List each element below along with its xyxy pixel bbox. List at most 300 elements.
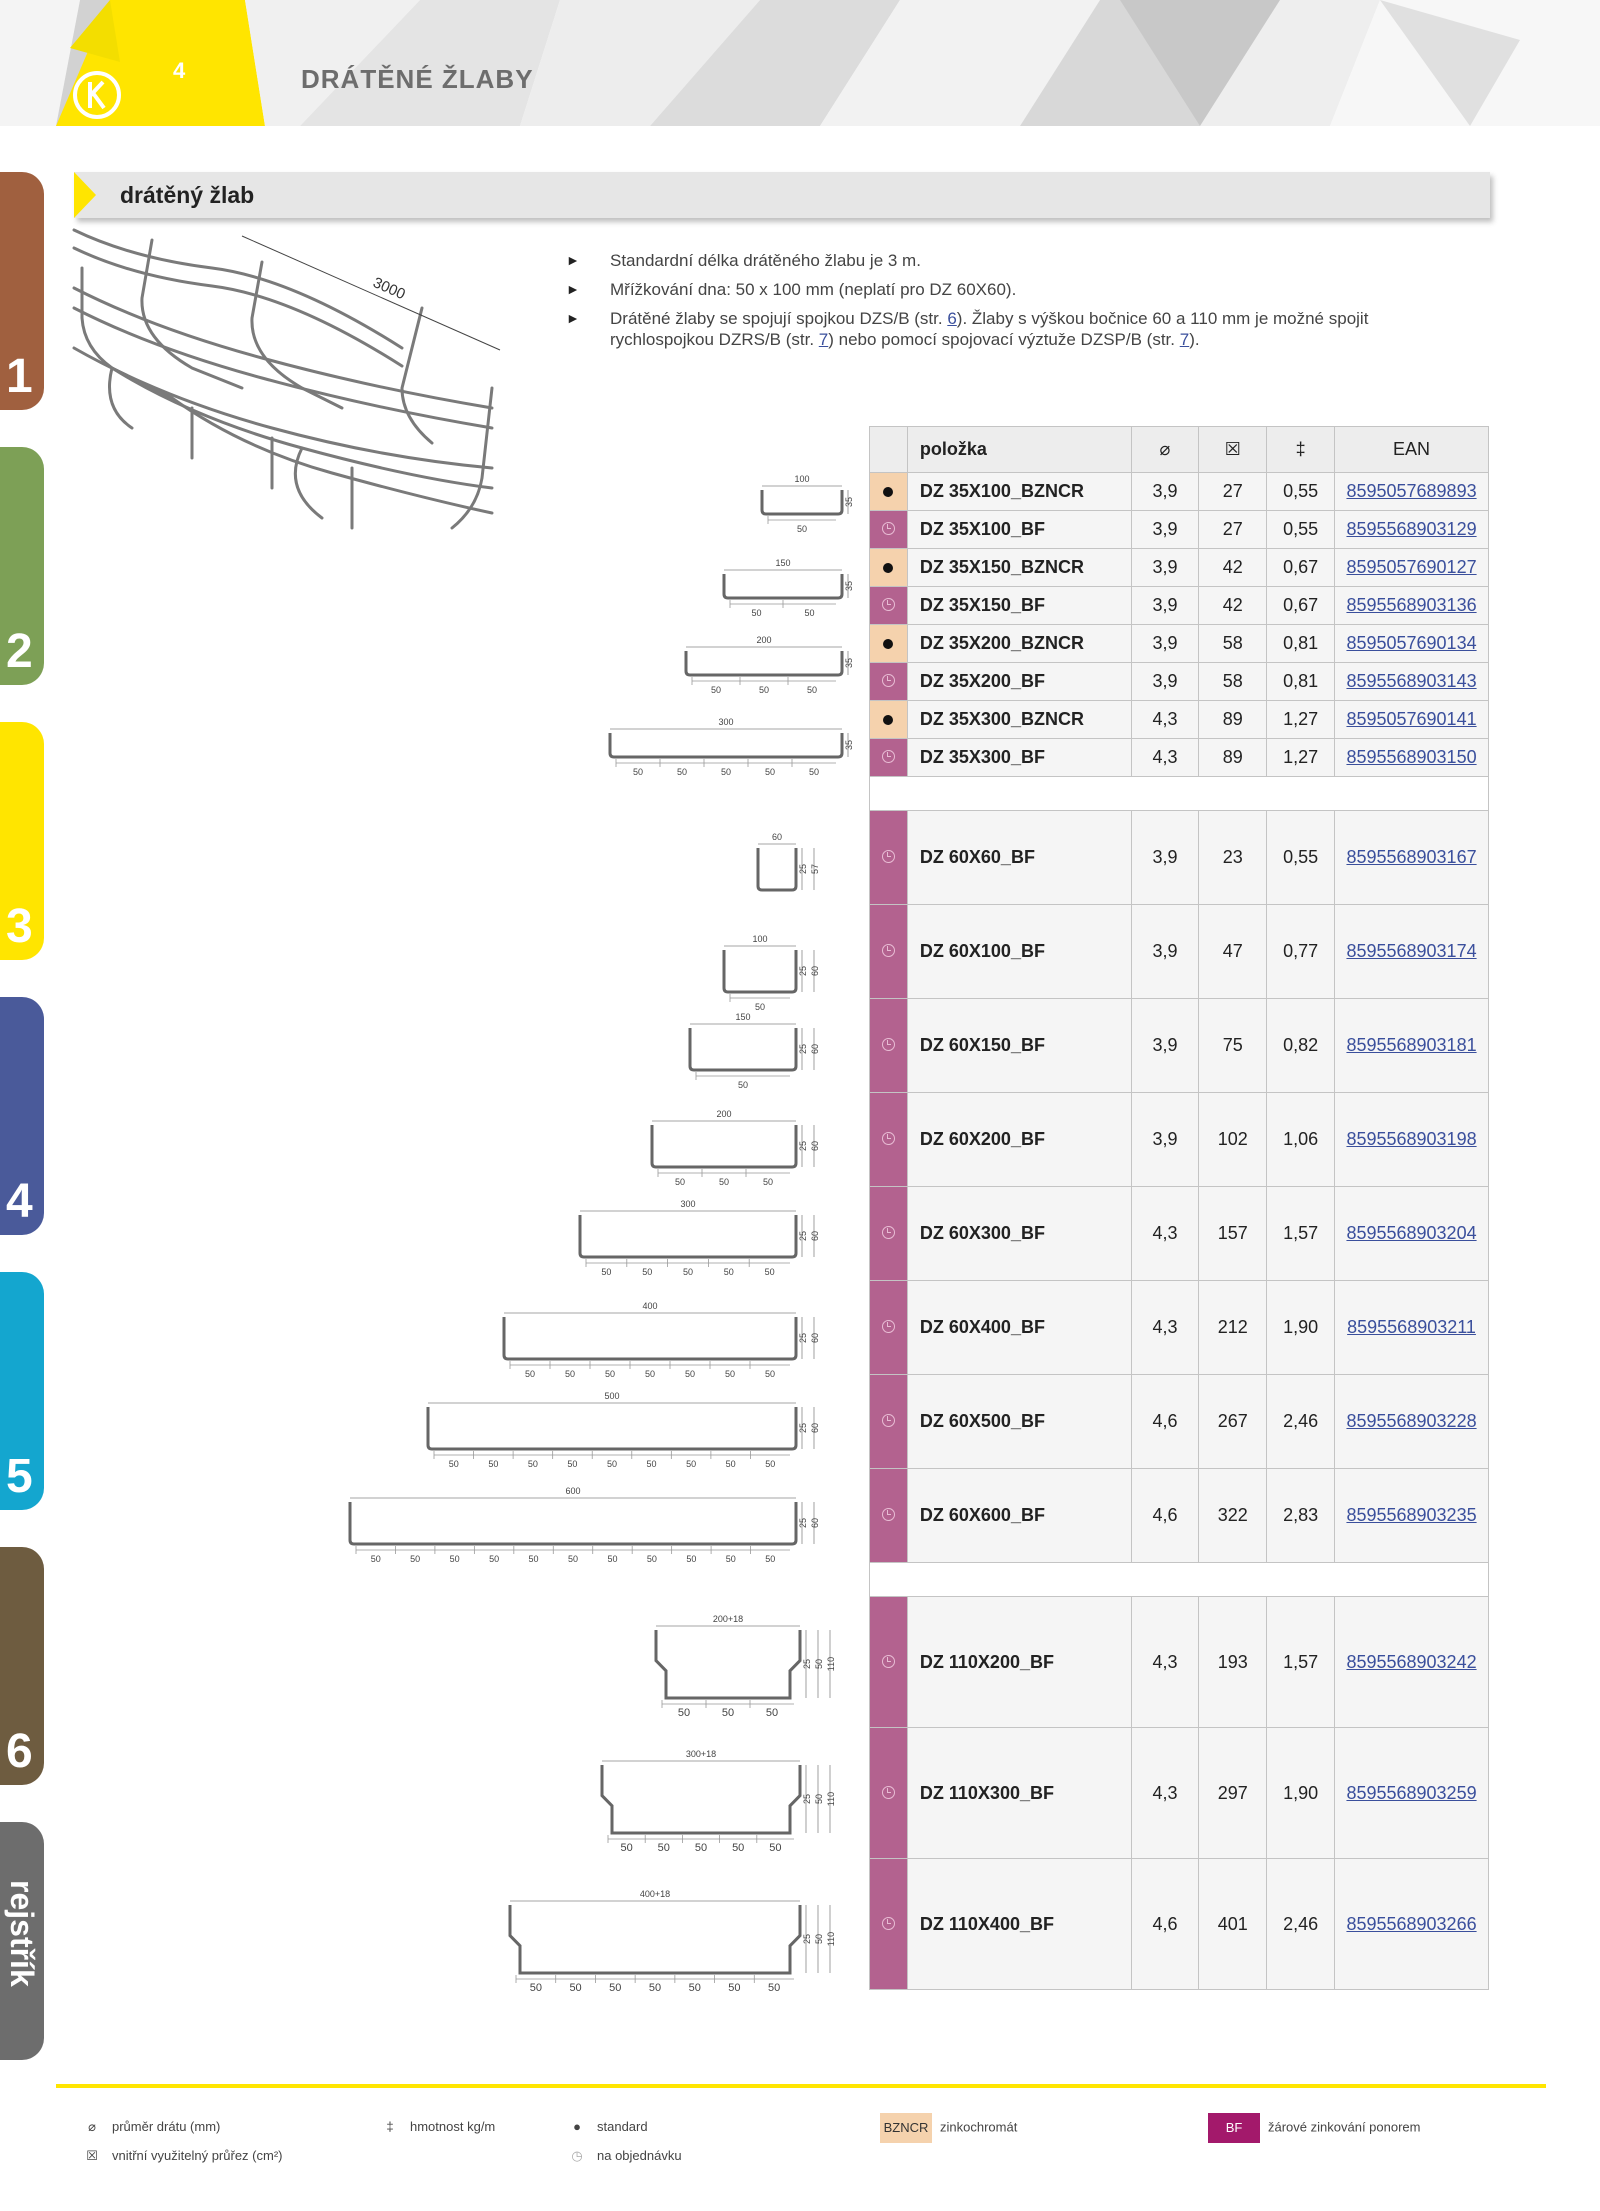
standard-dot-icon	[883, 715, 893, 725]
ean-link[interactable]: 8595568903235	[1346, 1505, 1477, 1525]
cell-label: 50	[567, 1554, 579, 1564]
item-name: DZ 60X150_BF	[907, 999, 1131, 1093]
height-label: 60	[810, 1517, 820, 1529]
cross-section-diagram	[428, 1391, 820, 1469]
clock-icon	[882, 598, 895, 611]
cell-label: 50	[804, 608, 815, 618]
weight: 0,77	[1267, 905, 1335, 999]
note-text: Standardní délka drátěného žlabu je 3 m.	[610, 251, 921, 270]
weight: 1,90	[1267, 1281, 1335, 1375]
clock-icon	[882, 850, 895, 863]
col-weight: ‡	[1267, 427, 1335, 473]
clock-icon	[882, 674, 895, 687]
availability-cell	[870, 473, 908, 511]
ean-link[interactable]: 8595057690127	[1346, 557, 1477, 577]
cross-section-diagram	[350, 1486, 820, 1564]
tray-profile	[428, 1407, 796, 1449]
usable-section: 27	[1199, 473, 1267, 511]
cell-label: 50	[682, 1267, 694, 1277]
width-label: 150	[775, 558, 791, 568]
bf-swatch: BF	[1208, 2113, 1260, 2143]
ean-cell	[1335, 1281, 1489, 1375]
item-name: DZ 35X150_BF	[907, 587, 1131, 625]
availability-cell	[870, 739, 908, 777]
cell-label: 50	[751, 608, 762, 618]
cell-label: 50	[529, 1982, 542, 1994]
legend-text: hmotnost kg/m	[410, 2119, 496, 2134]
cell-label: 50	[694, 1842, 708, 1854]
chapter-title: DRÁTĚNÉ ŽLABY	[301, 64, 534, 94]
clock-icon	[882, 944, 895, 957]
section-title: drátěný žlab	[120, 182, 255, 208]
wire-diameter: 4,3	[1131, 739, 1199, 777]
cell-label: 50	[564, 1369, 576, 1379]
table-row	[870, 1375, 1489, 1469]
weight: 1,27	[1267, 701, 1335, 739]
height-label: 25	[802, 1933, 812, 1945]
note-text: ).	[1189, 330, 1200, 349]
weight: 0,55	[1267, 811, 1335, 905]
cell-label: 50	[764, 767, 776, 777]
side-tab-label: 3	[6, 900, 33, 953]
item-name: DZ 110X300_BF	[907, 1728, 1131, 1859]
wire-diameter: 3,9	[1131, 511, 1199, 549]
usable-section: 42	[1199, 549, 1267, 587]
cell-label: 50	[528, 1554, 539, 1564]
height-label: 110	[826, 1656, 836, 1672]
tray-profile	[510, 1905, 800, 1973]
tray-profile	[350, 1502, 796, 1544]
item-name: DZ 110X200_BF	[907, 1597, 1131, 1728]
tray-profile	[656, 1630, 800, 1698]
cell-label: 50	[648, 1982, 662, 1994]
cross-section-diagram	[652, 1109, 820, 1187]
table-row	[870, 473, 1489, 511]
cell-label: 50	[604, 1369, 616, 1379]
item-name: DZ 60X60_BF	[907, 811, 1131, 905]
cell-label: 50	[688, 1982, 701, 1994]
item-name: DZ 60X200_BF	[907, 1093, 1131, 1187]
cell-label: 50	[607, 1554, 618, 1564]
table-row	[870, 999, 1489, 1093]
tray-profile	[610, 733, 842, 757]
item-name: DZ 60X500_BF	[907, 1375, 1131, 1469]
ean-link[interactable]: 8595568903211	[1347, 1317, 1476, 1337]
item-name: DZ 35X150_BZNCR	[907, 549, 1131, 587]
cell-label: 50	[489, 1554, 500, 1564]
ean-cell	[1335, 1093, 1489, 1187]
table-row	[870, 549, 1489, 587]
width-label: 60	[771, 832, 783, 842]
usable-section: 47	[1199, 905, 1267, 999]
clock-icon	[882, 1655, 895, 1668]
cross-section-diagram	[504, 1301, 820, 1379]
cell-label: 50	[769, 1842, 782, 1854]
cell-label: 50	[686, 1554, 697, 1564]
availability-cell	[870, 811, 908, 905]
height-label: 25	[798, 1230, 808, 1242]
table-row	[870, 905, 1489, 999]
ean-link[interactable]: 8595057690141	[1346, 709, 1477, 729]
availability-cell	[870, 587, 908, 625]
weight: 1,06	[1267, 1093, 1335, 1187]
cell-label: 50	[764, 1267, 775, 1277]
weight: 0,55	[1267, 473, 1335, 511]
table-row	[870, 811, 1489, 905]
page-number: 4	[173, 58, 186, 83]
availability-cell	[870, 549, 908, 587]
clock-icon	[882, 1226, 895, 1239]
col-diameter: ⌀	[1131, 427, 1199, 473]
ean-cell	[1335, 625, 1489, 663]
wire-diameter: 3,9	[1131, 1093, 1199, 1187]
cell-label: 50	[632, 767, 644, 777]
width-label: 200	[716, 1109, 732, 1119]
group-spacer	[870, 1563, 1489, 1597]
weight: 1,57	[1267, 1187, 1335, 1281]
cell-label: 50	[762, 1177, 774, 1187]
availability-cell	[870, 1375, 908, 1469]
item-name: DZ 35X100_BZNCR	[907, 473, 1131, 511]
tray-profile	[686, 651, 842, 675]
col-ean: EAN	[1335, 427, 1489, 473]
cell-label: 50	[718, 1177, 730, 1187]
wire-diameter: 3,9	[1131, 811, 1199, 905]
weight: 2,46	[1267, 1859, 1335, 1990]
legend-text: standard	[597, 2119, 648, 2134]
usable-section: 58	[1199, 663, 1267, 701]
height-label: 35	[844, 657, 854, 669]
cell-label: 50	[567, 1459, 578, 1469]
weight: 0,55	[1267, 511, 1335, 549]
legend-bzncr	[880, 2113, 1017, 2143]
legend-standard	[565, 2119, 648, 2134]
width-label: 600	[565, 1486, 581, 1496]
height-label: 50	[814, 1933, 824, 1945]
wire-diameter: 4,3	[1131, 1187, 1199, 1281]
note-text: ) nebo pomocí spojovací výztuže DZSP/B (str.	[828, 330, 1180, 349]
height-label: 60	[810, 1140, 820, 1152]
cross-section-diagram	[602, 1749, 836, 1854]
ean-link[interactable]: 8595568903167	[1346, 847, 1477, 867]
table-row	[870, 1469, 1489, 1563]
availability-cell	[870, 1469, 908, 1563]
table-header-row	[870, 427, 1489, 473]
ean-link[interactable]: 8595057690134	[1346, 633, 1477, 653]
weight: 0,82	[1267, 999, 1335, 1093]
clock-icon	[882, 1414, 895, 1427]
width-label: 400	[642, 1301, 658, 1311]
cell-label: 50	[674, 1177, 686, 1187]
ean-cell	[1335, 587, 1489, 625]
table-row	[870, 663, 1489, 701]
cell-label: 50	[765, 1459, 776, 1469]
usable-section: 102	[1199, 1093, 1267, 1187]
side-tab-label: 2	[6, 625, 33, 678]
width-label: 200+18	[712, 1614, 744, 1624]
ean-cell	[1335, 1375, 1489, 1469]
cell-label: 50	[410, 1554, 421, 1564]
legend-text: žárové zinkování ponorem	[1268, 2119, 1421, 2135]
item-name: DZ 60X400_BF	[907, 1281, 1131, 1375]
group-spacer	[870, 777, 1489, 811]
width-label: 100	[794, 474, 810, 484]
height-label: 110	[826, 1931, 836, 1947]
ean-link[interactable]: 8595568903150	[1346, 747, 1477, 767]
height-label: 60	[810, 1422, 820, 1434]
ean-cell	[1335, 473, 1489, 511]
ean-link[interactable]: 8595568903259	[1346, 1782, 1477, 1803]
ean-cell	[1335, 739, 1489, 777]
tray-profile	[724, 574, 842, 598]
clock-icon: ◷	[571, 2148, 583, 2163]
cell-label: 50	[721, 1707, 735, 1719]
ean-cell	[1335, 811, 1489, 905]
weight: 2,46	[1267, 1375, 1335, 1469]
ean-link[interactable]: 8595568903198	[1346, 1129, 1477, 1149]
ean-cell	[1335, 511, 1489, 549]
table-row	[870, 1597, 1489, 1728]
cell-label: 50	[796, 524, 808, 534]
page-link[interactable]: 6	[947, 309, 957, 328]
cell-label: 50	[676, 767, 688, 777]
cell-label: 50	[808, 767, 820, 777]
legend-text: zinkochromát	[940, 2119, 1018, 2135]
width-label: 200	[756, 635, 772, 645]
cell-label: 50	[642, 1267, 653, 1277]
cell-label: 50	[620, 1842, 633, 1854]
availability-cell	[870, 999, 908, 1093]
height-label: 25	[798, 1043, 808, 1055]
ean-cell	[1335, 701, 1489, 739]
ean-cell	[1335, 999, 1489, 1093]
usable-section: 58	[1199, 625, 1267, 663]
table-row	[870, 1859, 1489, 1990]
side-tab-label: 1	[6, 350, 33, 403]
note-text: Drátěné žlaby se spojují spojkou DZS/B (str.	[610, 309, 948, 328]
spacer-cell	[870, 777, 1489, 811]
legend-order	[565, 2148, 682, 2164]
page-link[interactable]: 7	[1179, 330, 1190, 349]
wire-diameter: 3,9	[1131, 999, 1199, 1093]
clock-icon	[882, 1132, 895, 1145]
cell-label: 50	[524, 1369, 536, 1379]
cell-label: 50	[448, 1459, 459, 1469]
diameter-icon: ⌀	[88, 2119, 96, 2134]
wire-diameter: 4,6	[1131, 1469, 1199, 1563]
table-row	[870, 1281, 1489, 1375]
ean-link[interactable]: 8595568903181	[1346, 1035, 1477, 1055]
cross-section-diagram	[686, 635, 854, 695]
section-icon: ☒	[86, 2148, 98, 2163]
cross-section-diagram	[690, 1012, 820, 1090]
availability-cell	[870, 663, 908, 701]
availability-cell	[870, 1859, 908, 1990]
tray-profile	[652, 1125, 796, 1167]
wire-diameter: 4,6	[1131, 1859, 1199, 1990]
cell-label: 50	[609, 1982, 622, 1994]
wire-diameter: 3,9	[1131, 587, 1199, 625]
cell-label: 50	[644, 1369, 656, 1379]
height-label: 60	[810, 1332, 820, 1344]
item-name: DZ 60X600_BF	[907, 1469, 1131, 1563]
legend-text: průměr drátu (mm)	[112, 2119, 221, 2134]
width-label: 100	[752, 934, 768, 944]
item-name: DZ 35X300_BF	[907, 739, 1131, 777]
cross-section-diagram	[758, 832, 820, 890]
height-label: 25	[802, 1658, 812, 1670]
item-name: DZ 35X200_BF	[907, 663, 1131, 701]
cross-section-diagram	[580, 1199, 820, 1277]
weight: 0,67	[1267, 549, 1335, 587]
usable-section: 27	[1199, 511, 1267, 549]
cell-label: 50	[646, 1554, 657, 1564]
footer-divider	[56, 2084, 1546, 2088]
table-row	[870, 587, 1489, 625]
ean-link[interactable]: 8595057689893	[1346, 481, 1477, 501]
cell-label: 50	[768, 1982, 781, 1994]
clock-icon	[882, 750, 895, 763]
usable-section: 89	[1199, 701, 1267, 739]
table-row	[870, 1728, 1489, 1859]
ean-cell	[1335, 663, 1489, 701]
note-text: ). Žlaby s výškou bočnice 60 a 110 mm je možné spojit rychlospojkou DZRS/B (str.	[610, 309, 1369, 349]
availability-cell	[870, 511, 908, 549]
height-label: 57	[810, 863, 820, 875]
table-row	[870, 1093, 1489, 1187]
table-row	[870, 511, 1489, 549]
usable-section: 157	[1199, 1187, 1267, 1281]
ean-link[interactable]: 8595568903266	[1346, 1913, 1477, 1934]
height-label: 60	[810, 1043, 820, 1055]
cell-label: 50	[710, 685, 722, 695]
cell-label: 50	[765, 1554, 776, 1564]
usable-section: 322	[1199, 1469, 1267, 1563]
usable-section: 267	[1199, 1375, 1267, 1469]
cell-label: 50	[765, 1707, 779, 1719]
item-name: DZ 35X300_BZNCR	[907, 701, 1131, 739]
col-item: položka	[907, 427, 1131, 473]
legend-diameter	[80, 2119, 220, 2135]
ean-cell	[1335, 1728, 1489, 1859]
cell-label: 50	[737, 1080, 749, 1090]
usable-section: 89	[1199, 739, 1267, 777]
legend-text: na objednávku	[597, 2148, 682, 2163]
clock-icon	[882, 1508, 895, 1521]
clock-icon	[882, 1038, 895, 1051]
height-label: 60	[810, 1230, 820, 1242]
ean-link[interactable]: 8595568903228	[1346, 1411, 1477, 1431]
usable-section: 193	[1199, 1597, 1267, 1728]
clock-icon	[882, 1917, 895, 1930]
usable-section: 297	[1199, 1728, 1267, 1859]
ean-link[interactable]: 8595568903143	[1346, 671, 1477, 691]
availability-cell	[870, 1093, 908, 1187]
clock-icon	[882, 1786, 895, 1799]
wire-diameter: 3,9	[1131, 905, 1199, 999]
height-label: 25	[798, 1332, 808, 1344]
cell-label: 50	[657, 1842, 670, 1854]
height-label: 25	[798, 1517, 808, 1529]
weight: 2,83	[1267, 1469, 1335, 1563]
table-row	[870, 701, 1489, 739]
ean-cell	[1335, 549, 1489, 587]
ean-link[interactable]: 8595568903242	[1346, 1651, 1477, 1672]
weight: 0,81	[1267, 663, 1335, 701]
wire-diameter: 4,3	[1131, 1597, 1199, 1728]
ean-link[interactable]: 8595568903136	[1346, 595, 1477, 615]
tray-profile	[690, 1028, 796, 1070]
item-name: DZ 60X300_BF	[907, 1187, 1131, 1281]
ean-link[interactable]: 8595568903204	[1346, 1223, 1477, 1243]
item-name: DZ 110X400_BF	[907, 1859, 1131, 1990]
cell-label: 50	[732, 1842, 745, 1854]
availability-cell	[870, 625, 908, 663]
height-label: 35	[844, 739, 854, 751]
cell-label: 50	[725, 1554, 736, 1564]
side-tab-label: 5	[6, 1450, 33, 1503]
ean-link[interactable]: 8595568903174	[1346, 941, 1477, 961]
height-label: 110	[826, 1791, 836, 1807]
ean-link[interactable]: 8595568903129	[1346, 519, 1477, 539]
cell-label: 50	[764, 1369, 776, 1379]
availability-cell	[870, 905, 908, 999]
tray-profile	[724, 950, 796, 992]
width-label: 400+18	[639, 1889, 671, 1899]
cross-section-diagram	[510, 1889, 836, 1994]
table-row	[870, 625, 1489, 663]
cell-label: 50	[720, 767, 732, 777]
tray-profile	[758, 848, 796, 890]
cell-label: 50	[527, 1459, 538, 1469]
ean-cell	[1335, 1859, 1489, 1990]
table-row	[870, 1187, 1489, 1281]
height-label: 25	[798, 863, 808, 875]
cell-label: 50	[723, 1267, 734, 1277]
standard-dot-icon: ●	[573, 2119, 581, 2134]
height-label: 25	[798, 1422, 808, 1434]
item-name: DZ 60X100_BF	[907, 905, 1131, 999]
tray-profile	[762, 490, 842, 514]
height-label: 50	[814, 1793, 824, 1805]
wire-diameter: 4,6	[1131, 1375, 1199, 1469]
height-label: 50	[814, 1658, 824, 1670]
cell-label: 50	[686, 1459, 697, 1469]
cell-label: 50	[758, 685, 770, 695]
side-tab-label: 4	[6, 1175, 33, 1228]
page-link[interactable]: 7	[818, 330, 829, 349]
cell-label: 50	[646, 1459, 657, 1469]
cell-label: 50	[677, 1707, 691, 1719]
availability-cell	[870, 1187, 908, 1281]
cell-label: 50	[725, 1459, 736, 1469]
height-label: 25	[802, 1793, 812, 1805]
usable-section: 42	[1199, 587, 1267, 625]
wire-diameter: 4,3	[1131, 1281, 1199, 1375]
width-label: 300+18	[685, 1749, 717, 1759]
availability-cell	[870, 1728, 908, 1859]
ean-cell	[1335, 1597, 1489, 1728]
height-label: 35	[844, 496, 854, 508]
legend-section	[80, 2148, 282, 2164]
width-label: 150	[735, 1012, 751, 1022]
item-name: DZ 35X200_BZNCR	[907, 625, 1131, 663]
ean-cell	[1335, 905, 1489, 999]
cell-label: 50	[449, 1554, 460, 1564]
legend-weight	[378, 2119, 495, 2134]
col-section: ☒	[1199, 427, 1267, 473]
standard-dot-icon	[883, 563, 893, 573]
